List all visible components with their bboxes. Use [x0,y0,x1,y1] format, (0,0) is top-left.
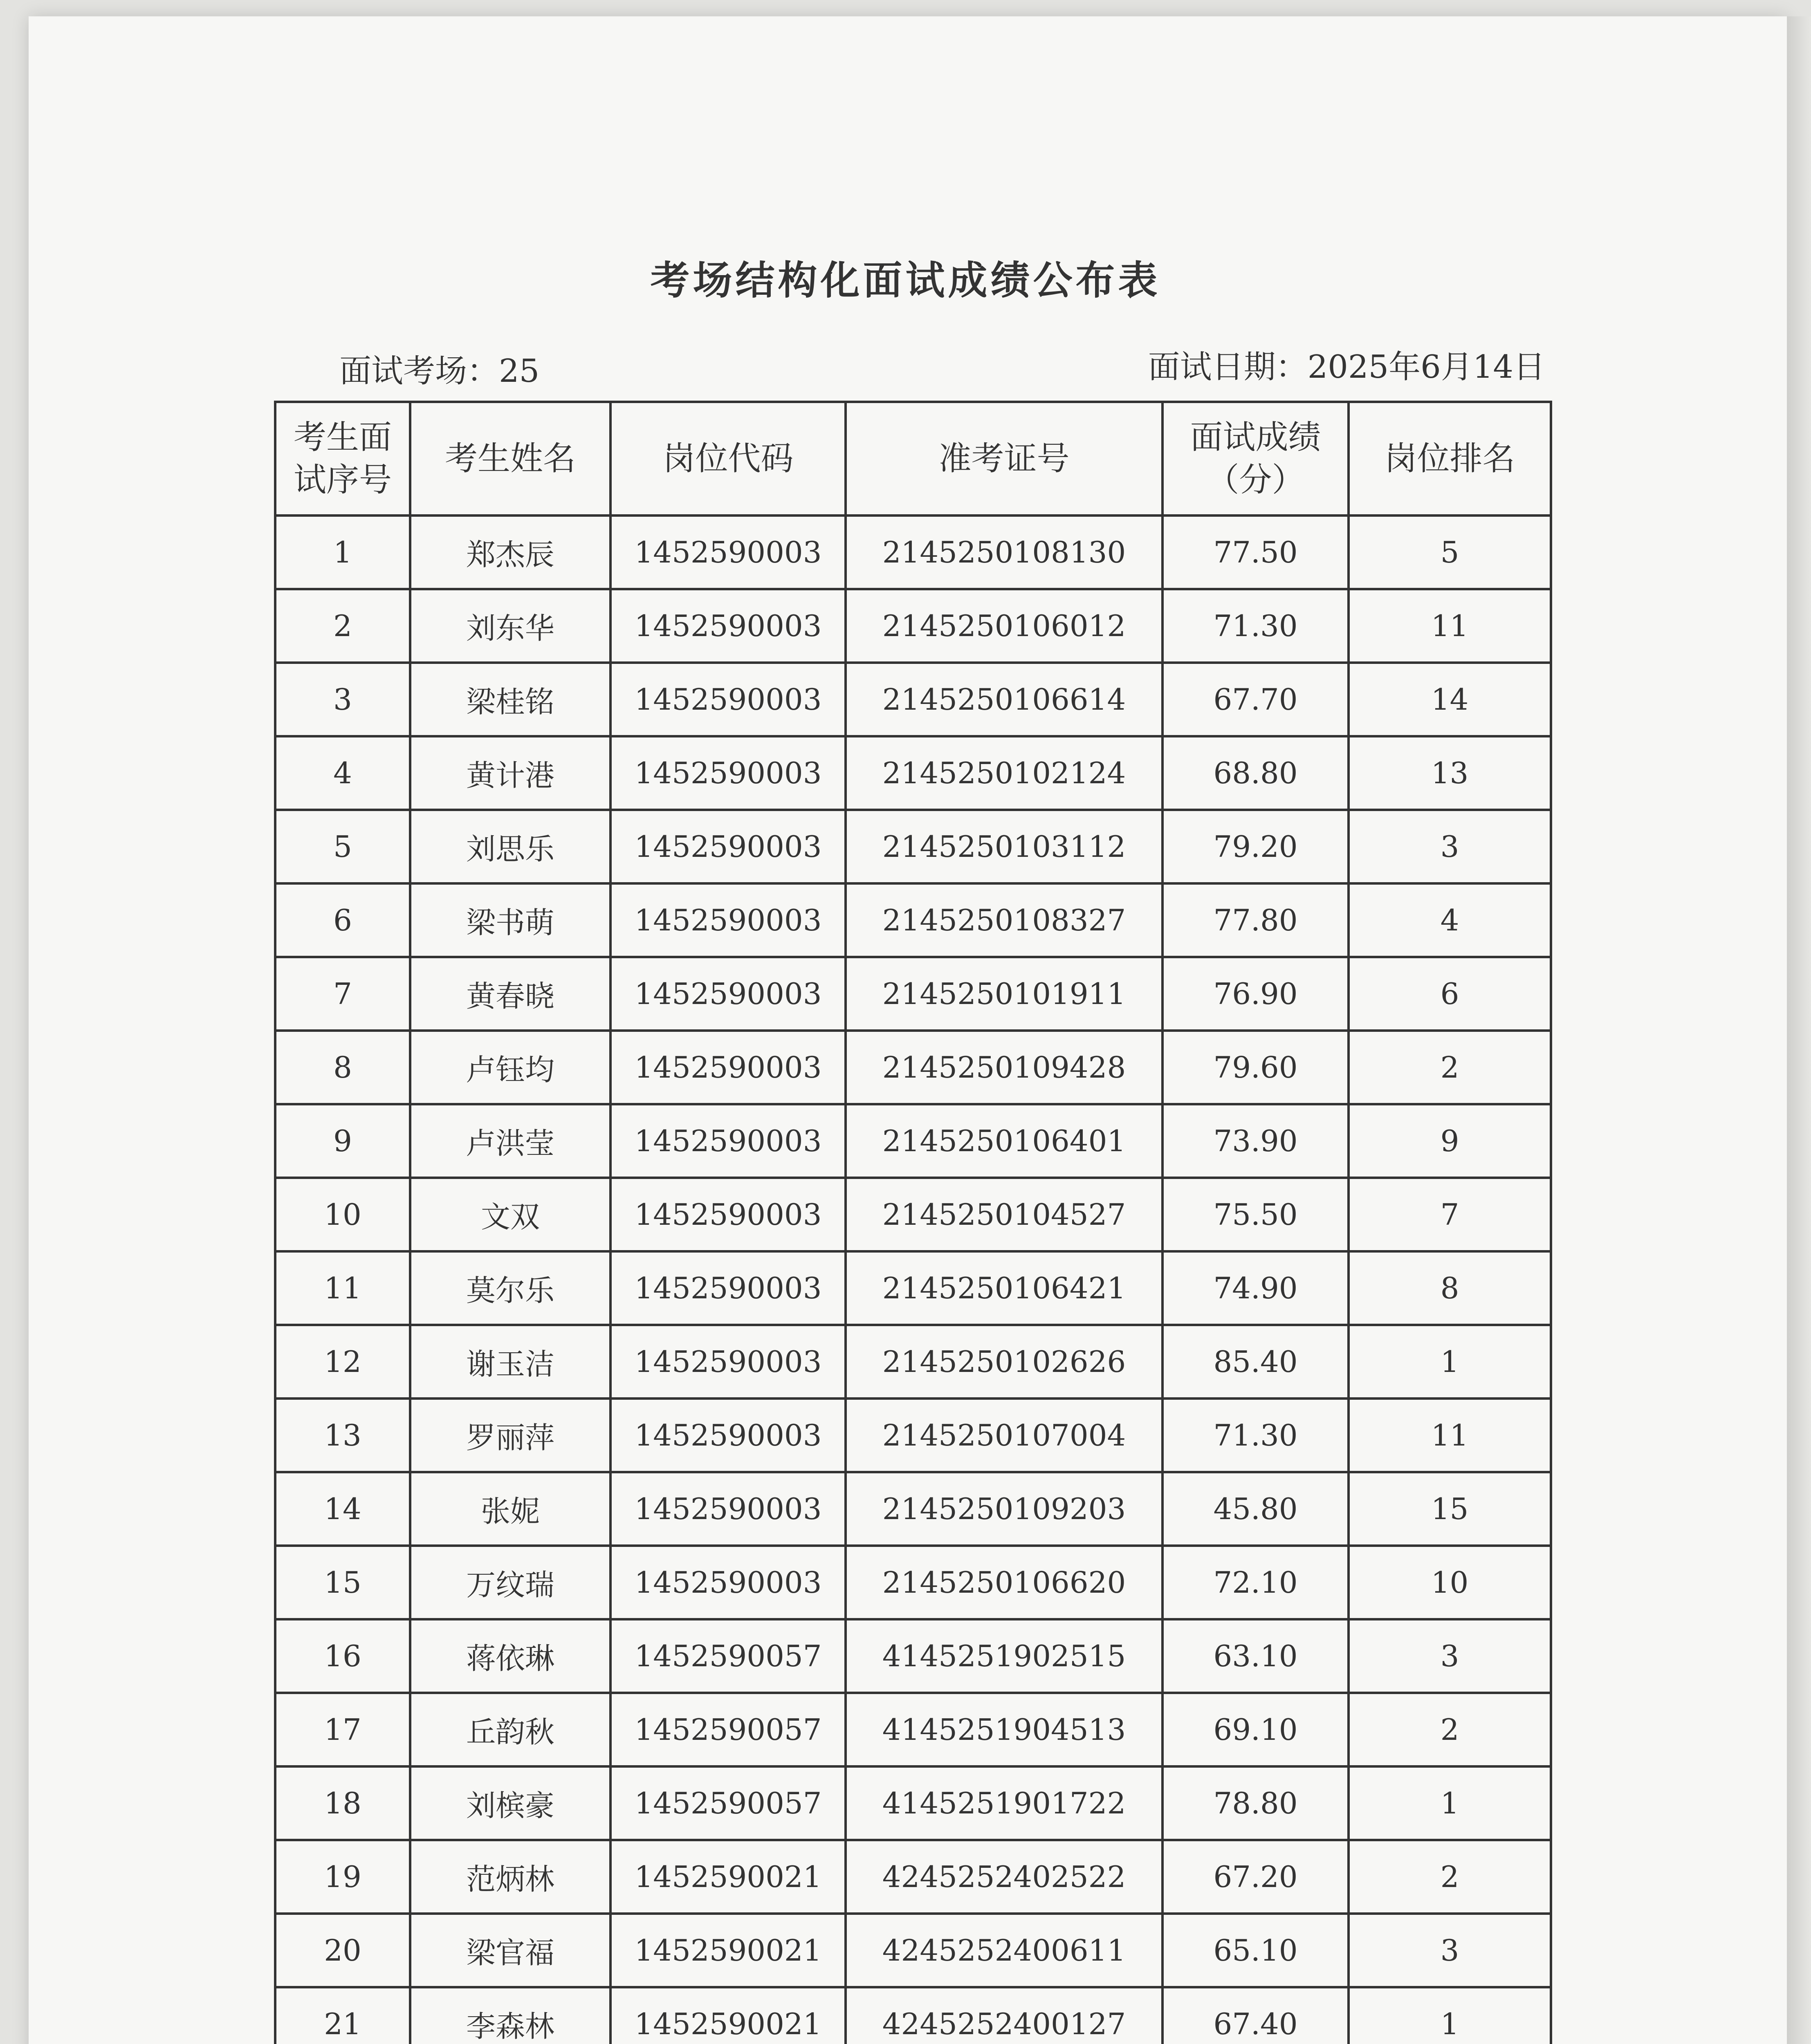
cell-rank: 2 [1349,1031,1551,1104]
cell-score: 67.20 [1162,1840,1349,1914]
cell-ticket: 2145250108327 [846,883,1162,957]
cell-ticket: 2145250106421 [846,1251,1162,1325]
cell-seq: 2 [275,589,410,663]
cell-name: 谢玉洁 [410,1325,610,1399]
cell-score: 75.50 [1162,1178,1349,1251]
cell-name: 卢洪莹 [410,1104,610,1178]
table-row [275,1399,1551,1472]
cell-ticket: 2145250106401 [846,1104,1162,1178]
table-row [275,1472,1551,1546]
cell-post-code: 1452590003 [610,1399,846,1472]
cell-ticket: 4245252402522 [846,1840,1162,1914]
table-row [275,1031,1551,1104]
cell-rank: 2 [1349,1693,1551,1766]
cell-name: 万纹瑞 [410,1546,610,1619]
cell-ticket: 4145251901722 [846,1766,1162,1840]
cell-rank: 3 [1349,1619,1551,1693]
cell-post-code: 1452590003 [610,589,846,663]
cell-post-code: 1452590003 [610,736,846,810]
cell-rank: 7 [1349,1178,1551,1251]
cell-name: 丘韵秋 [410,1693,610,1766]
cell-seq: 5 [275,810,410,883]
cell-name: 刘槟豪 [410,1766,610,1840]
table-row [275,515,1551,589]
cell-post-code: 1452590057 [610,1766,846,1840]
cell-post-code: 1452590003 [610,883,846,957]
cell-post-code: 1452590057 [610,1693,846,1766]
cell-rank: 10 [1349,1546,1551,1619]
table-row [275,663,1551,736]
cell-name: 文双 [410,1178,610,1251]
table-row [275,1840,1551,1914]
cell-ticket: 2145250102124 [846,736,1162,810]
cell-score: 68.80 [1162,736,1349,810]
cell-seq: 10 [275,1178,410,1251]
cell-ticket: 2145250107004 [846,1399,1162,1472]
table-header-row [275,402,1551,515]
cell-score: 73.90 [1162,1104,1349,1178]
exam-date-label: 面试日期：2025年6月14日 [1148,349,1545,385]
cell-name: 梁书萌 [410,883,610,957]
cell-score: 74.90 [1162,1251,1349,1325]
cell-score: 85.40 [1162,1325,1349,1399]
cell-post-code: 1452590003 [610,1472,846,1546]
cell-score: 67.70 [1162,663,1349,736]
cell-post-code: 1452590021 [610,1840,846,1914]
cell-rank: 1 [1349,1325,1551,1399]
cell-ticket: 2145250102626 [846,1325,1162,1399]
table-row [275,1766,1551,1840]
cell-score: 78.80 [1162,1766,1349,1840]
table-row [275,1987,1551,2044]
header-ticket: 准考证号 [846,402,1162,515]
header-score-line1: 面试成绩 [1190,418,1321,456]
cell-post-code: 1452590003 [610,515,846,589]
cell-score: 71.30 [1162,1399,1349,1472]
cell-ticket: 4245252400611 [846,1914,1162,1987]
cell-ticket: 2145250109428 [846,1031,1162,1104]
cell-score: 63.10 [1162,1619,1349,1693]
table-row [275,957,1551,1031]
cell-seq: 14 [275,1472,410,1546]
cell-seq: 8 [275,1031,410,1104]
cell-name: 郑杰辰 [410,515,610,589]
header-rank: 岗位排名 [1349,402,1551,515]
cell-post-code: 1452590003 [610,1178,846,1251]
cell-score: 72.10 [1162,1546,1349,1619]
cell-post-code: 1452590003 [610,1325,846,1399]
cell-seq: 7 [275,957,410,1031]
header-score-line2: （分） [1206,461,1305,499]
cell-ticket: 2145250106620 [846,1546,1162,1619]
cell-post-code: 1452590003 [610,1031,846,1104]
table-row [275,1104,1551,1178]
cell-rank: 3 [1349,1914,1551,1987]
table-row [275,1546,1551,1619]
score-table [274,401,1552,2044]
cell-post-code: 1452590057 [610,1619,846,1693]
cell-rank: 4 [1349,883,1551,957]
cell-post-code: 1452590021 [610,1987,846,2044]
cell-score: 65.10 [1162,1914,1349,1987]
table-row [275,1325,1551,1399]
cell-post-code: 1452590003 [610,1251,846,1325]
cell-seq: 9 [275,1104,410,1178]
cell-rank: 9 [1349,1104,1551,1178]
cell-ticket: 2145250101911 [846,957,1162,1031]
cell-seq: 18 [275,1766,410,1840]
header-seq-line1: 考生面 [294,418,392,456]
table-body [275,515,1551,2044]
cell-name: 黄计港 [410,736,610,810]
cell-ticket: 2145250106012 [846,589,1162,663]
cell-post-code: 1452590003 [610,663,846,736]
table-row [275,1251,1551,1325]
cell-post-code: 1452590003 [610,957,846,1031]
cell-score: 69.10 [1162,1693,1349,1766]
cell-name: 罗丽萍 [410,1399,610,1472]
cell-name: 李森林 [410,1987,610,2044]
cell-name: 梁桂铭 [410,663,610,736]
cell-name: 张妮 [410,1472,610,1546]
cell-score: 45.80 [1162,1472,1349,1546]
table-row [275,1693,1551,1766]
cell-score: 77.50 [1162,515,1349,589]
cell-name: 卢钰均 [410,1031,610,1104]
paper-stack-edge [1787,16,1811,2044]
cell-rank: 2 [1349,1840,1551,1914]
cell-seq: 17 [275,1693,410,1766]
cell-seq: 20 [275,1914,410,1987]
cell-ticket: 4145251904513 [846,1693,1162,1766]
cell-score: 71.30 [1162,589,1349,663]
table-row [275,1619,1551,1693]
cell-ticket: 2145250109203 [846,1472,1162,1546]
cell-seq: 11 [275,1251,410,1325]
cell-ticket: 2145250106614 [846,663,1162,736]
cell-post-code: 1452590003 [610,810,846,883]
cell-rank: 3 [1349,810,1551,883]
cell-seq: 4 [275,736,410,810]
header-name: 考生姓名 [410,402,610,515]
cell-seq: 12 [275,1325,410,1399]
cell-rank: 15 [1349,1472,1551,1546]
cell-score: 79.20 [1162,810,1349,883]
table-row [275,1178,1551,1251]
cell-rank: 5 [1349,515,1551,589]
cell-rank: 6 [1349,957,1551,1031]
cell-name: 莫尔乐 [410,1251,610,1325]
cell-score: 76.90 [1162,957,1349,1031]
cell-ticket: 4145251902515 [846,1619,1162,1693]
cell-seq: 1 [275,515,410,589]
cell-score: 77.80 [1162,883,1349,957]
table-row [275,1914,1551,1987]
cell-score: 67.40 [1162,1987,1349,2044]
cell-seq: 19 [275,1840,410,1914]
table-row [275,810,1551,883]
cell-name: 刘东华 [410,589,610,663]
cell-rank: 11 [1349,1399,1551,1472]
cell-post-code: 1452590021 [610,1914,846,1987]
cell-name: 梁官福 [410,1914,610,1987]
cell-rank: 8 [1349,1251,1551,1325]
cell-post-code: 1452590003 [610,1546,846,1619]
cell-rank: 1 [1349,1987,1551,2044]
cell-rank: 14 [1349,663,1551,736]
cell-name: 黄春晓 [410,957,610,1031]
cell-name: 刘思乐 [410,810,610,883]
header-post-code: 岗位代码 [610,402,846,515]
cell-rank: 11 [1349,589,1551,663]
cell-seq: 15 [275,1546,410,1619]
cell-name: 范炳林 [410,1840,610,1914]
cell-seq: 16 [275,1619,410,1693]
cell-post-code: 1452590003 [610,1104,846,1178]
header-seq-line2: 试序号 [294,461,392,499]
cell-seq: 6 [275,883,410,957]
header-seq [275,402,410,515]
table-row [275,589,1551,663]
cell-ticket: 4245252400127 [846,1987,1162,2044]
cell-name: 蒋依琳 [410,1619,610,1693]
cell-rank: 1 [1349,1766,1551,1840]
cell-seq: 3 [275,663,410,736]
cell-ticket: 2145250108130 [846,515,1162,589]
cell-ticket: 2145250103112 [846,810,1162,883]
table-row [275,883,1551,957]
cell-score: 79.60 [1162,1031,1349,1104]
exam-room-label: 面试考场：25 [339,353,540,390]
cell-rank: 13 [1349,736,1551,810]
cell-ticket: 2145250104527 [846,1178,1162,1251]
page-title: 考场结构化面试成绩公布表 [650,257,1161,303]
header-score [1162,402,1349,515]
cell-seq: 13 [275,1399,410,1472]
cell-seq: 21 [275,1987,410,2044]
table-row [275,736,1551,810]
